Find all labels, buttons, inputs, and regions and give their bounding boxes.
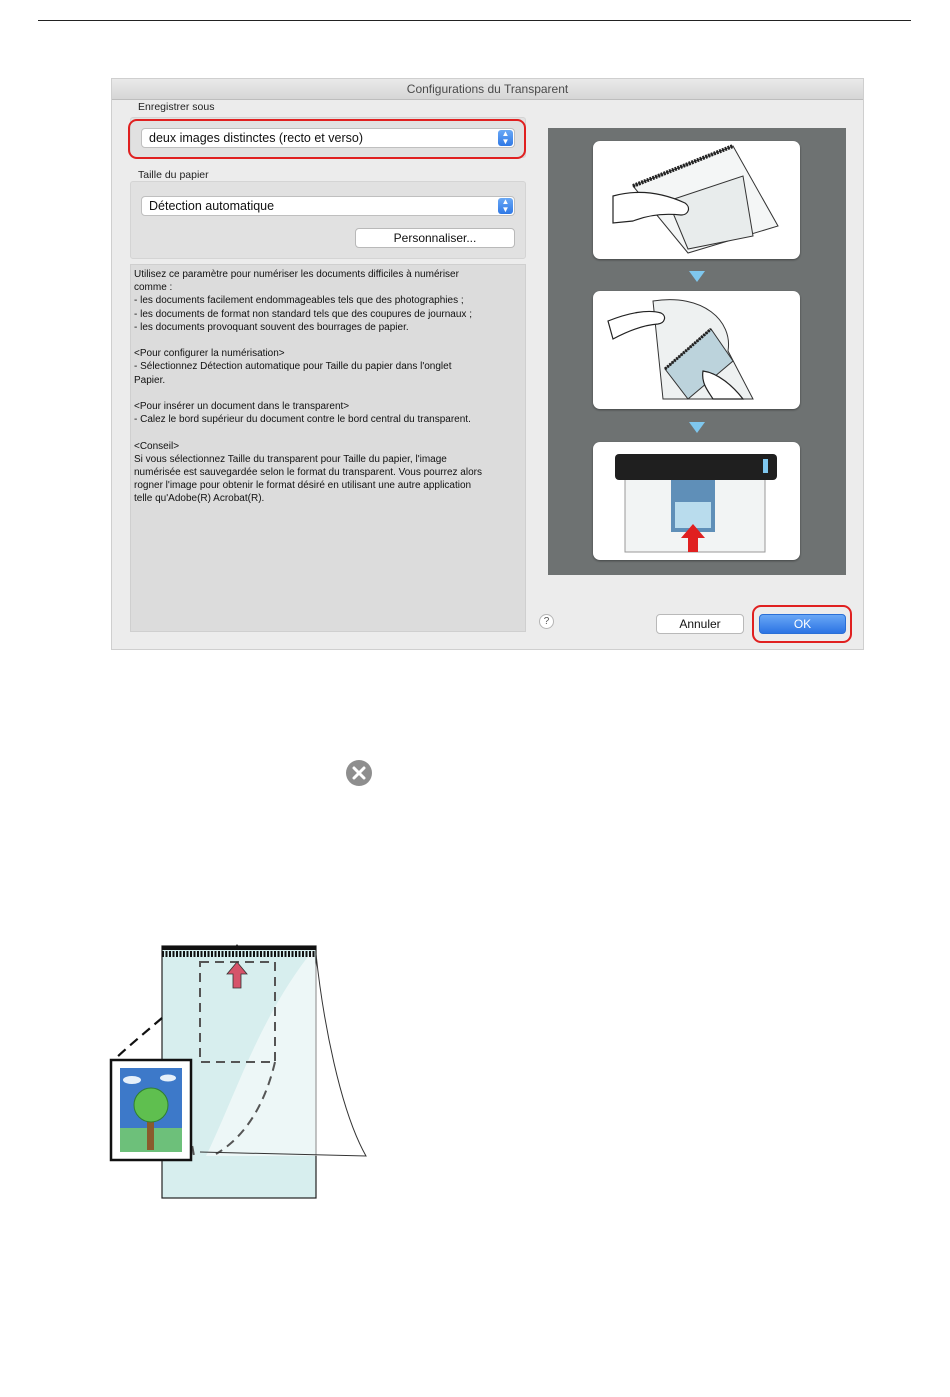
customize-button[interactable]: Personnaliser... <box>355 228 515 248</box>
down-arrow-icon <box>689 271 705 282</box>
step-insert-document-image <box>593 291 800 409</box>
description-line: telle qu'Adobe(R) Acrobat(R). <box>134 493 265 505</box>
description-line: - les documents facilement endommageables tels que des photographies ; <box>134 295 464 307</box>
save-as-value: deux images distinctes (recto et verso) <box>149 131 363 145</box>
paper-size-label: Taille du papier <box>138 169 209 181</box>
transparent-settings-dialog <box>111 78 864 650</box>
description-line <box>134 426 522 439</box>
description-line: Utilisez ce paramètre pour numériser les documents difficiles à numériser <box>134 269 459 280</box>
description-line: <Conseil> <box>134 440 180 452</box>
ok-highlight <box>752 605 852 643</box>
description-line: - les documents provoquant souvent des bourrages de papier. <box>134 321 409 333</box>
step-feed-scanner-image <box>593 442 800 560</box>
ok-button[interactable]: OK <box>759 614 846 634</box>
description-line: <Pour insérer un document dans le transparent> <box>134 401 350 412</box>
description-text <box>130 264 526 632</box>
description-line: Papier. <box>134 374 166 386</box>
paper-size-select[interactable] <box>141 196 515 216</box>
description-line: - Calez le bord supérieur du document contre le bord central du transparent. <box>134 414 471 426</box>
description-line <box>134 334 522 347</box>
description-line: <Pour configurer la numérisation> <box>134 348 285 360</box>
step-open-carrier-image <box>593 141 800 259</box>
cancel-button[interactable]: Annuler <box>656 614 744 634</box>
description-line <box>134 387 522 400</box>
down-arrow-icon <box>689 422 705 433</box>
help-button[interactable]: ? <box>539 614 554 629</box>
description-line: - les documents de format non standard tels que des coupures de journaux ; <box>134 308 472 320</box>
description-line: comme : <box>134 282 173 294</box>
dialog-title: Configurations du Transparent <box>112 79 863 100</box>
page-divider <box>38 20 911 21</box>
description-line: rogner l'image pour obtenir le format désiré en utilisant une autre application <box>134 480 472 492</box>
description-line: numérisée est sauvegardée selon le format du transparent. Vous pourrez alors <box>134 467 482 478</box>
paper-size-value: Détection automatique <box>149 199 275 213</box>
instruction-image-panel <box>548 128 846 575</box>
close-circle-icon <box>346 760 372 786</box>
popup-arrows-icon: ▲ ▼ <box>498 198 513 214</box>
save-as-highlight <box>128 119 526 159</box>
description-line: Si vous sélectionnez Taille du transparent pour Taille du papier, l'image <box>134 453 447 465</box>
popup-arrows-icon: ▲ ▼ <box>498 130 513 146</box>
carrier-sheet-illustration <box>108 940 370 1204</box>
description-line: - Sélectionnez Détection automatique pour Taille du papier dans l'onglet <box>134 361 452 373</box>
save-as-label: Enregistrer sous <box>138 101 215 113</box>
